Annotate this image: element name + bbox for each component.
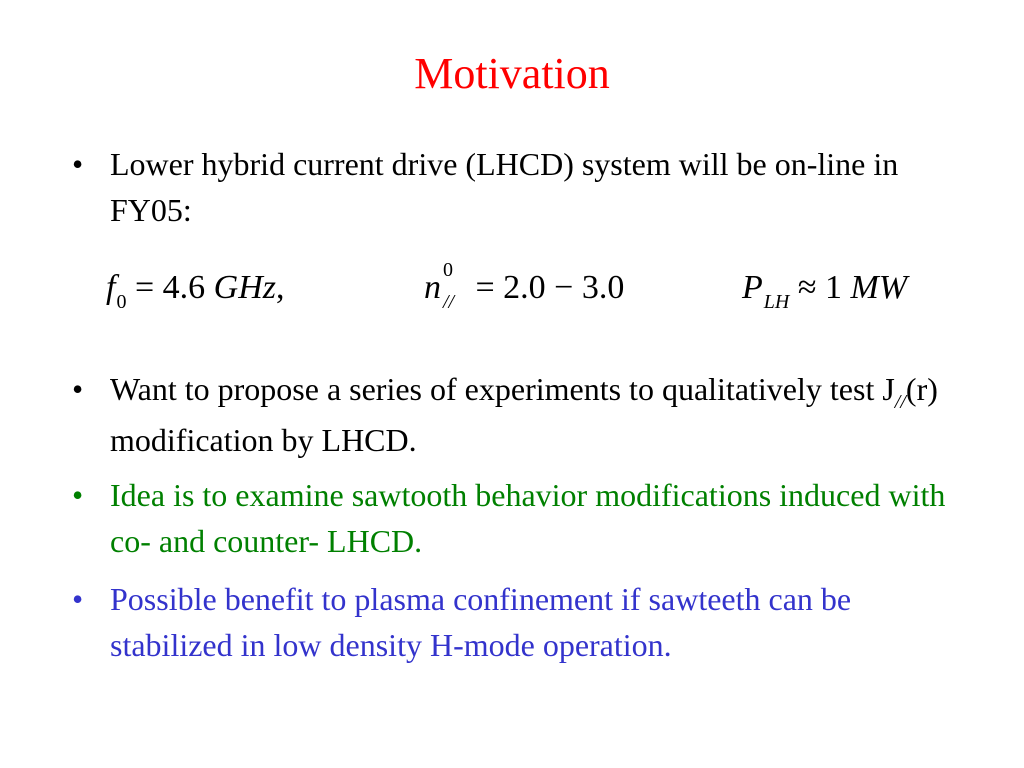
n-indices xyxy=(441,259,467,313)
equation-frequency xyxy=(106,268,284,312)
slide-title: Motivation xyxy=(414,49,610,98)
bullet-text-before: Want to propose a series of experiments to qualitatively test J xyxy=(110,371,895,407)
bullet-marker: • xyxy=(72,371,84,407)
bullet-item-experiments xyxy=(72,366,952,463)
frequency-relation: = 4.6 xyxy=(126,269,214,306)
j-subscript: // xyxy=(894,391,906,413)
power-unit: MW xyxy=(850,269,908,306)
bullet-marker: • xyxy=(72,581,84,617)
equation-n-parallel xyxy=(424,259,625,313)
frequency-unit: GHz xyxy=(213,269,276,306)
frequency-subscript: 0 xyxy=(116,291,127,313)
bullet-text: Lower hybrid current drive (LHCD) system will be on-line in FY05: xyxy=(110,146,899,228)
equation-line xyxy=(0,259,1024,332)
n-symbol: n xyxy=(424,269,441,306)
equation-power xyxy=(742,268,907,312)
frequency-trailing-comma: , xyxy=(275,269,285,306)
bullet-item-sawtooth-idea xyxy=(72,472,952,564)
n-relation: = 2.0 − 3.0 xyxy=(467,269,625,306)
bullet-text xyxy=(110,366,952,463)
power-relation: ≈ 1 xyxy=(789,269,851,306)
bullet-item-lhcd xyxy=(72,141,952,233)
frequency-symbol: f xyxy=(106,269,116,306)
bullet-marker: • xyxy=(72,477,84,513)
power-symbol: P xyxy=(742,269,763,306)
n-superscript: 0 xyxy=(443,259,453,281)
bullet-text: Idea is to examine sawtooth behavior modifications induced with co- and counter- LHCD. xyxy=(110,477,946,559)
bullet-text: Possible benefit to plasma confinement if sawteeth can be stabilized in low density H-mode operation. xyxy=(110,581,852,663)
bullet-text-after: (r) modification by LHCD. xyxy=(110,371,938,458)
bullet-item-confinement-benefit xyxy=(72,576,952,668)
bullet-marker: • xyxy=(72,146,84,182)
power-subscript: LH xyxy=(763,291,790,313)
n-subscript: // xyxy=(443,291,455,313)
